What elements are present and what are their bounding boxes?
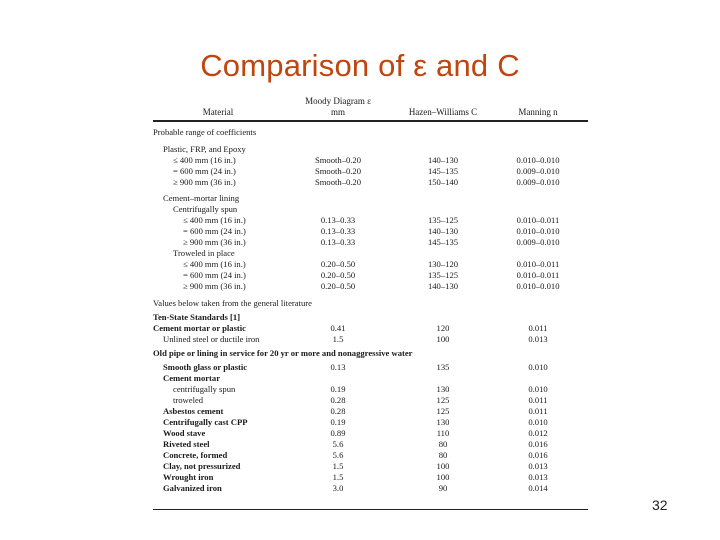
material-cell: Cement mortar or plastic [153,323,246,333]
manning-cell: 0.010–0.010 [516,226,560,236]
hazen-cell: 100 [436,334,450,344]
material-cell: Old pipe or lining in service for 20 yr or more and nonaggressive water [153,348,413,358]
table-row [153,237,588,248]
material-cell: Cement mortar [163,373,221,383]
manning-cell: 0.012 [528,428,548,438]
hazen-cell: 125 [436,406,450,416]
table-row [153,166,588,177]
manning-cell: 0.009–0.010 [516,177,560,187]
hazen-cell: 140–130 [427,281,459,291]
manning-cell: 0.011 [528,395,548,405]
manning-cell: 0.013 [528,472,548,482]
table-row [153,312,588,323]
bottom-rule [153,509,588,510]
material-cell: Plastic, FRP, and Epoxy [163,144,246,154]
material-cell: Wood stave [163,428,206,438]
manning-cell: 0.010 [528,362,548,372]
roughness-cell: 0.13–0.33 [320,215,356,225]
roughness-cell: Smooth–0.20 [314,177,362,187]
manning-cell: 0.010–0.011 [516,270,560,280]
material-cell: Cement–mortar lining [163,193,240,203]
page-number: 32 [652,497,668,513]
material-cell: Unlined steel or ductile iron [163,334,260,344]
table-row [153,259,588,270]
hazen-cell: 80 [438,450,448,460]
roughness-cell: 0.20–0.50 [320,281,356,291]
hazen-cell: 140–130 [427,226,459,236]
table-row [153,395,588,406]
hazen-cell: 130 [436,384,450,394]
table-row [153,439,588,450]
header-manning: Manning n [518,107,558,117]
roughness-cell: 5.6 [332,439,344,449]
table-row [153,177,588,188]
manning-cell: 0.010–0.010 [516,155,560,165]
manning-cell: 0.013 [528,334,548,344]
material-cell: troweled [173,395,204,405]
slide-title: Comparison of ε and C [200,48,520,83]
roughness-cell: 0.20–0.50 [320,259,356,269]
hazen-cell: 120 [436,323,450,333]
table-row [153,281,588,292]
table-row [153,323,588,334]
material-cell: Smooth glass or plastic [163,362,248,372]
manning-cell: 0.016 [528,439,548,449]
header-material: Material [202,107,234,117]
material-cell: Probable range of coefficients [153,127,257,137]
hazen-cell: 135–125 [427,270,459,280]
roughness-cell: 0.20–0.50 [320,270,356,280]
table-row [153,348,588,359]
material-cell: ≥ 900 mm (36 in.) [173,177,236,187]
hazen-cell: 135–125 [427,215,459,225]
material-cell: = 600 mm (24 in.) [183,226,246,236]
material-cell: ≤ 400 mm (16 in.) [183,215,246,225]
material-cell: Concrete, formed [163,450,228,460]
hazen-cell: 145–135 [427,166,459,176]
material-cell: Wrought iron [163,472,214,482]
table-row [153,144,588,155]
manning-cell: 0.013 [528,461,548,471]
table-row [153,373,588,384]
material-cell: Troweled in place [173,248,235,258]
hazen-cell: 100 [436,461,450,471]
roughness-cell: 0.41 [330,323,346,333]
manning-cell: 0.011 [528,323,548,333]
hazen-cell: 100 [436,472,450,482]
roughness-cell: 1.5 [332,461,344,471]
material-cell: Ten-State Standards [1] [153,312,241,322]
roughness-cell: 1.5 [332,472,344,482]
material-cell: = 600 mm (24 in.) [173,166,236,176]
roughness-cell: 0.13–0.33 [320,226,356,236]
hazen-cell: 145–135 [427,237,459,247]
table-row [153,127,588,138]
roughness-cell: Smooth–0.20 [314,155,362,165]
roughness-cell: 0.28 [330,406,346,416]
roughness-cell: Smooth–0.20 [314,166,362,176]
table-row [153,384,588,395]
material-cell: Centrifugally cast CPP [163,417,248,427]
manning-cell: 0.010–0.011 [516,259,560,269]
material-cell: ≥ 900 mm (36 in.) [183,237,246,247]
table-row [153,428,588,439]
material-cell: Centrifugally spun [173,204,238,214]
manning-cell: 0.010–0.011 [516,215,560,225]
material-cell: ≥ 900 mm (36 in.) [183,281,246,291]
roughness-cell: 0.28 [330,395,346,405]
material-cell: centrifugally spun [173,384,236,394]
table-row [153,417,588,428]
table-row [153,334,588,345]
header-moody-unit: mm [330,107,345,117]
hazen-cell: 80 [438,439,448,449]
roughness-cell: 0.89 [330,428,346,438]
header-rule [153,120,588,122]
roughness-cell: 3.0 [332,483,344,493]
table-row [153,483,588,494]
hazen-cell: 135 [436,362,450,372]
material-cell: Asbestos cement [163,406,224,416]
manning-cell: 0.009–0.010 [516,166,560,176]
hazen-cell: 130 [436,417,450,427]
table-row [153,298,588,309]
hazen-cell: 140–130 [427,155,459,165]
table-row [153,193,588,204]
header-hazen: Hazen–Williams C [408,107,478,117]
roughness-cell: 5.6 [332,450,344,460]
material-cell: Riveted steel [163,439,210,449]
material-cell: Values below taken from the general literature [153,298,312,308]
hazen-cell: 130–120 [427,259,459,269]
table-row [153,362,588,373]
coefficient-table [153,94,588,510]
roughness-cell: 0.19 [330,417,346,427]
material-cell: Galvanized iron [163,483,222,493]
material-cell: ≤ 400 mm (16 in.) [183,259,246,269]
roughness-cell: 0.19 [330,384,346,394]
material-cell: ≤ 400 mm (16 in.) [173,155,236,165]
hazen-cell: 125 [436,395,450,405]
table-row [153,155,588,166]
manning-cell: 0.010 [528,384,548,394]
hazen-cell: 90 [438,483,448,493]
hazen-cell: 150–140 [427,177,459,187]
manning-cell: 0.011 [528,406,548,416]
table-row [153,215,588,226]
table-row [153,461,588,472]
manning-cell: 0.010–0.010 [516,281,560,291]
table-row [153,226,588,237]
table-row [153,472,588,483]
header-moody: Moody Diagram ε [305,96,371,106]
table-row [153,270,588,281]
table-row [153,450,588,461]
manning-cell: 0.009–0.010 [516,237,560,247]
table-row [153,204,588,215]
roughness-cell: 0.13–0.33 [320,237,356,247]
manning-cell: 0.016 [528,450,548,460]
material-cell: Clay, not pressurized [163,461,241,471]
manning-cell: 0.014 [528,483,548,493]
hazen-cell: 110 [436,428,450,438]
table-row [153,248,588,259]
manning-cell: 0.010 [528,417,548,427]
roughness-cell: 1.5 [332,334,344,344]
table-row [153,406,588,417]
material-cell: = 600 mm (24 in.) [183,270,246,280]
roughness-cell: 0.13 [330,362,346,372]
